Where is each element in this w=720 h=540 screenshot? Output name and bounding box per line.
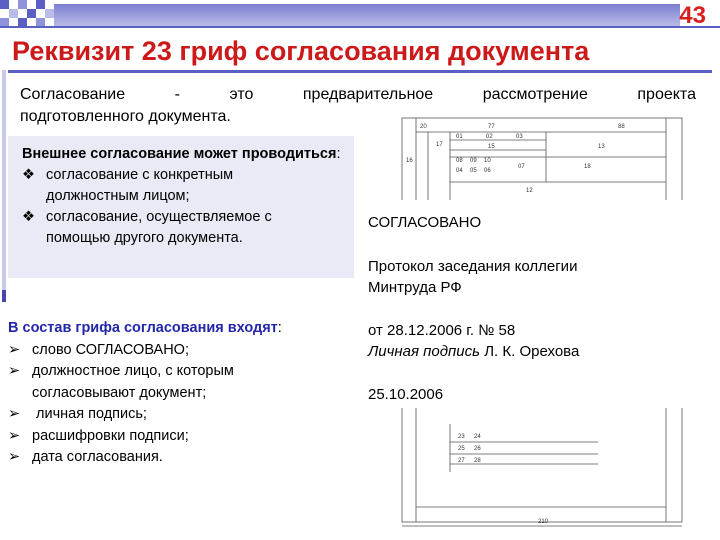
form-number: 07 (518, 164, 525, 170)
left-decoration (2, 70, 6, 290)
stamp-word: СОГЛАСОВАНО (368, 214, 482, 231)
external-approval-text (22, 144, 342, 249)
external-heading: Внешнее согласование может проводиться (22, 146, 337, 162)
diamond-bullet-icon: ❖ (22, 209, 35, 225)
left-decoration-mark (2, 290, 6, 302)
list-item-line: помощью другого документа. (46, 230, 243, 246)
header-decoration (0, 0, 54, 26)
composition-heading-colon: : (277, 320, 282, 336)
list-item-line: должностным лицом; (46, 188, 190, 204)
form-number: 17 (436, 142, 443, 148)
stamp-date-number: от 28.12.2006 г. № 58 (368, 322, 516, 339)
list-item-line: согласование, осуществляемое с (46, 209, 272, 225)
definition-word: рассмотрение (482, 86, 588, 103)
stamp-signature-line (368, 341, 579, 362)
stamp-protocol-line: Протокол заседания коллегии (368, 258, 578, 275)
definition-word: предварительное (302, 86, 434, 103)
form-number: 05 (470, 168, 477, 174)
composition-heading: В состав грифа согласования входят (8, 320, 278, 336)
definition-line2: подготовленного документа. (20, 108, 231, 125)
form-number: 01 (456, 134, 463, 140)
list-item-line: должностное лицо, с которым (32, 363, 234, 379)
list-item (22, 207, 342, 249)
definition-word: Согласование (20, 86, 126, 103)
list-item-line: слово СОГЛАСОВАНО; (32, 341, 189, 358)
arrow-bullet-icon: ➢ (8, 449, 21, 465)
form-number: 23 (458, 434, 465, 440)
composition-section (8, 318, 368, 469)
header-bar (54, 4, 680, 26)
slide-title: Реквизит 23 гриф согласования документа (12, 36, 590, 66)
diamond-bullet-icon: ❖ (22, 167, 35, 183)
form-number: 20 (420, 124, 427, 130)
list-item (8, 361, 368, 404)
form-number: 02 (486, 134, 493, 140)
list-item (8, 340, 368, 362)
form-number: 10 (484, 158, 491, 164)
form-number: 09 (470, 158, 477, 164)
definition-word: это (229, 86, 254, 103)
list-item (8, 447, 368, 469)
form-number: 26 (474, 446, 481, 452)
form-number: 25 (458, 446, 465, 452)
arrow-bullet-icon: ➢ (8, 363, 21, 379)
stamp-date: 25.10.2006 (368, 386, 444, 403)
page-number: 43 (679, 2, 706, 29)
definition-word: - (174, 86, 180, 103)
form-number: 28 (474, 458, 481, 464)
arrow-bullet-icon: ➢ (8, 406, 21, 422)
form-number: 13 (598, 144, 605, 150)
list-item-line: дата согласования. (32, 449, 163, 465)
form-number: 24 (474, 434, 481, 440)
stamp-name: Л. К. Орехова (480, 343, 580, 360)
approval-stamp-example (358, 200, 702, 408)
list-item (8, 426, 368, 448)
form-number: 04 (456, 168, 463, 174)
form-number: 15 (488, 144, 495, 150)
external-heading-colon: : (336, 146, 341, 162)
form-number: 210 (538, 519, 549, 525)
form-number: 06 (484, 168, 491, 174)
list-item-line: согласование с конкретным (46, 167, 234, 183)
definition-word: проекта (637, 86, 696, 103)
form-number: 16 (406, 158, 413, 164)
form-number: 18 (584, 164, 591, 170)
stamp-ministry-line: Минтруда РФ (368, 279, 462, 296)
list-item-line: расшифровки подписи; (32, 427, 189, 444)
form-number: 08 (456, 158, 463, 164)
title-underline (8, 70, 712, 73)
form-number: 27 (458, 458, 465, 464)
list-item (22, 165, 342, 207)
form-number: 77 (488, 124, 495, 130)
list-item-line: согласовывают документ; (32, 384, 207, 401)
stamp-signature: Личная подпись (368, 343, 481, 360)
arrow-bullet-icon: ➢ (8, 341, 21, 358)
form-number: 12 (526, 188, 533, 194)
header-line (0, 26, 720, 28)
list-item (8, 404, 368, 426)
form-number: 88 (618, 124, 625, 130)
list-item-line: личная подпись; (32, 406, 147, 422)
form-number: 03 (516, 134, 523, 140)
arrow-bullet-icon: ➢ (8, 427, 21, 444)
